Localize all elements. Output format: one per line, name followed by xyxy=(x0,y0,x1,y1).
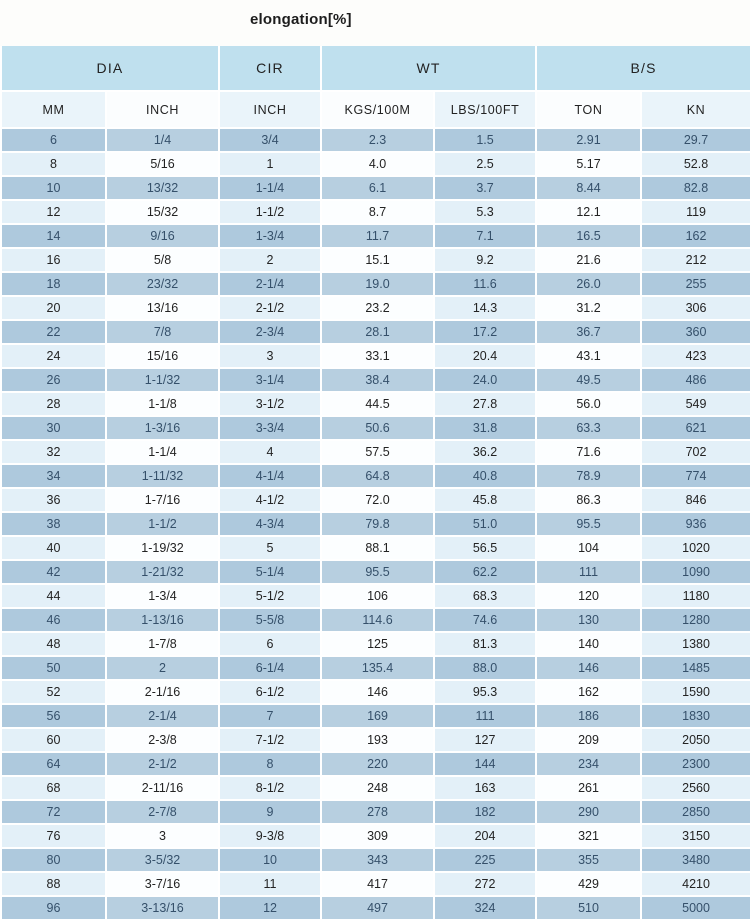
cell-kgs-100m: 497 xyxy=(321,896,434,920)
cell-inch: 3-5/32 xyxy=(106,848,219,872)
cell-inch: 1-3/16 xyxy=(106,416,219,440)
cell-lbs-100ft: 62.2 xyxy=(434,560,536,584)
cell-ton: 355 xyxy=(536,848,641,872)
cell-inch: 2 xyxy=(219,248,321,272)
cell-inch: 5-5/8 xyxy=(219,608,321,632)
table-row xyxy=(1,176,750,200)
cell-inch: 2-7/8 xyxy=(106,800,219,824)
cell-mm: 20 xyxy=(1,296,106,320)
unit-header-2: INCH xyxy=(219,91,321,128)
cell-lbs-100ft: 9.2 xyxy=(434,248,536,272)
cell-inch: 5-1/4 xyxy=(219,560,321,584)
cell-kgs-100m: 146 xyxy=(321,680,434,704)
cell-ton: 12.1 xyxy=(536,200,641,224)
cell-kgs-100m: 248 xyxy=(321,776,434,800)
cell-lbs-100ft: 1.5 xyxy=(434,128,536,152)
cell-ton: 162 xyxy=(536,680,641,704)
table-row xyxy=(1,776,750,800)
group-header-dia: DIA xyxy=(1,46,219,91)
cell-kgs-100m: 8.7 xyxy=(321,200,434,224)
cell-mm: 14 xyxy=(1,224,106,248)
cell-kn: 1090 xyxy=(641,560,750,584)
cell-lbs-100ft: 5.3 xyxy=(434,200,536,224)
cell-ton: 63.3 xyxy=(536,416,641,440)
cell-ton: 510 xyxy=(536,896,641,920)
table-row xyxy=(1,536,750,560)
cell-inch: 7 xyxy=(219,704,321,728)
cell-mm: 60 xyxy=(1,728,106,752)
cell-inch: 4-1/2 xyxy=(219,488,321,512)
cell-inch: 7-1/2 xyxy=(219,728,321,752)
cell-mm: 8 xyxy=(1,152,106,176)
cell-kn: 936 xyxy=(641,512,750,536)
cell-inch: 1 xyxy=(219,152,321,176)
cell-mm: 56 xyxy=(1,704,106,728)
table-row xyxy=(1,896,750,920)
cell-lbs-100ft: 272 xyxy=(434,872,536,896)
cell-lbs-100ft: 31.8 xyxy=(434,416,536,440)
cell-inch: 1-1/4 xyxy=(106,440,219,464)
cell-inch: 3-1/4 xyxy=(219,368,321,392)
cell-kn: 255 xyxy=(641,272,750,296)
unit-header-4: LBS/100FT xyxy=(434,91,536,128)
cell-lbs-100ft: 27.8 xyxy=(434,392,536,416)
cell-ton: 111 xyxy=(536,560,641,584)
cell-kgs-100m: 220 xyxy=(321,752,434,776)
cell-inch: 1/4 xyxy=(106,128,219,152)
cell-kn: 2050 xyxy=(641,728,750,752)
cell-inch: 15/32 xyxy=(106,200,219,224)
cell-kn: 846 xyxy=(641,488,750,512)
cell-kgs-100m: 135.4 xyxy=(321,656,434,680)
cell-inch: 12 xyxy=(219,896,321,920)
cell-lbs-100ft: 182 xyxy=(434,800,536,824)
cell-inch: 1-11/32 xyxy=(106,464,219,488)
table-row xyxy=(1,464,750,488)
cell-kn: 621 xyxy=(641,416,750,440)
cell-inch: 1-1/32 xyxy=(106,368,219,392)
cell-lbs-100ft: 24.0 xyxy=(434,368,536,392)
cell-ton: 130 xyxy=(536,608,641,632)
cell-inch: 6-1/4 xyxy=(219,656,321,680)
cell-inch: 3 xyxy=(106,824,219,848)
cell-mm: 46 xyxy=(1,608,106,632)
table-row xyxy=(1,728,750,752)
cell-inch: 2-1/4 xyxy=(219,272,321,296)
cell-inch: 2-3/4 xyxy=(219,320,321,344)
cell-ton: 209 xyxy=(536,728,641,752)
cell-ton: 140 xyxy=(536,632,641,656)
cell-kgs-100m: 193 xyxy=(321,728,434,752)
table-row xyxy=(1,488,750,512)
cell-ton: 290 xyxy=(536,800,641,824)
cell-lbs-100ft: 45.8 xyxy=(434,488,536,512)
cell-lbs-100ft: 36.2 xyxy=(434,440,536,464)
table-row xyxy=(1,752,750,776)
cell-inch: 2 xyxy=(106,656,219,680)
cell-kgs-100m: 15.1 xyxy=(321,248,434,272)
cell-kgs-100m: 417 xyxy=(321,872,434,896)
cell-inch: 8-1/2 xyxy=(219,776,321,800)
cell-kn: 3150 xyxy=(641,824,750,848)
cell-lbs-100ft: 127 xyxy=(434,728,536,752)
cell-kn: 306 xyxy=(641,296,750,320)
group-header-wt: WT xyxy=(321,46,536,91)
cell-ton: 146 xyxy=(536,656,641,680)
table-row xyxy=(1,824,750,848)
table-row xyxy=(1,584,750,608)
table-row xyxy=(1,656,750,680)
cell-kn: 360 xyxy=(641,320,750,344)
cell-kgs-100m: 2.3 xyxy=(321,128,434,152)
cell-lbs-100ft: 51.0 xyxy=(434,512,536,536)
cell-mm: 34 xyxy=(1,464,106,488)
cell-inch: 3-13/16 xyxy=(106,896,219,920)
cell-kn: 2300 xyxy=(641,752,750,776)
table-row xyxy=(1,152,750,176)
table-row xyxy=(1,416,750,440)
cell-inch: 5 xyxy=(219,536,321,560)
cell-mm: 28 xyxy=(1,392,106,416)
cell-lbs-100ft: 40.8 xyxy=(434,464,536,488)
cell-inch: 8 xyxy=(219,752,321,776)
cell-kgs-100m: 28.1 xyxy=(321,320,434,344)
cell-mm: 44 xyxy=(1,584,106,608)
cell-inch: 15/16 xyxy=(106,344,219,368)
cell-mm: 48 xyxy=(1,632,106,656)
group-header-row xyxy=(1,46,750,91)
cell-lbs-100ft: 17.2 xyxy=(434,320,536,344)
cell-inch: 1-1/4 xyxy=(219,176,321,200)
cell-kn: 5000 xyxy=(641,896,750,920)
cell-ton: 31.2 xyxy=(536,296,641,320)
cell-ton: 186 xyxy=(536,704,641,728)
cell-ton: 49.5 xyxy=(536,368,641,392)
cell-lbs-100ft: 74.6 xyxy=(434,608,536,632)
table-row xyxy=(1,320,750,344)
cell-inch: 1-1/2 xyxy=(106,512,219,536)
cell-inch: 2-11/16 xyxy=(106,776,219,800)
cell-kgs-100m: 79.8 xyxy=(321,512,434,536)
table-row xyxy=(1,680,750,704)
cell-ton: 234 xyxy=(536,752,641,776)
cell-kgs-100m: 88.1 xyxy=(321,536,434,560)
cell-kgs-100m: 38.4 xyxy=(321,368,434,392)
table-header xyxy=(1,46,750,128)
cell-inch: 2-3/8 xyxy=(106,728,219,752)
cell-inch: 1-3/4 xyxy=(106,584,219,608)
page-title: elongation[%] xyxy=(250,11,352,28)
cell-lbs-100ft: 68.3 xyxy=(434,584,536,608)
table-row xyxy=(1,872,750,896)
cell-kn: 29.7 xyxy=(641,128,750,152)
cell-inch: 23/32 xyxy=(106,272,219,296)
cell-kgs-100m: 72.0 xyxy=(321,488,434,512)
cell-kn: 1380 xyxy=(641,632,750,656)
cell-ton: 16.5 xyxy=(536,224,641,248)
table-row xyxy=(1,512,750,536)
table-row xyxy=(1,392,750,416)
table-row xyxy=(1,296,750,320)
cell-mm: 80 xyxy=(1,848,106,872)
cell-kgs-100m: 33.1 xyxy=(321,344,434,368)
cell-kn: 52.8 xyxy=(641,152,750,176)
cell-kgs-100m: 343 xyxy=(321,848,434,872)
cell-mm: 16 xyxy=(1,248,106,272)
cell-mm: 68 xyxy=(1,776,106,800)
cell-kn: 774 xyxy=(641,464,750,488)
cell-kn: 4210 xyxy=(641,872,750,896)
cell-mm: 6 xyxy=(1,128,106,152)
unit-header-3: KGS/100M xyxy=(321,91,434,128)
cell-inch: 1-19/32 xyxy=(106,536,219,560)
cell-inch: 4 xyxy=(219,440,321,464)
table-row xyxy=(1,632,750,656)
table-row xyxy=(1,800,750,824)
cell-lbs-100ft: 204 xyxy=(434,824,536,848)
unit-header-5: TON xyxy=(536,91,641,128)
cell-lbs-100ft: 20.4 xyxy=(434,344,536,368)
cell-inch: 1-13/16 xyxy=(106,608,219,632)
cell-ton: 56.0 xyxy=(536,392,641,416)
cell-ton: 95.5 xyxy=(536,512,641,536)
cell-inch: 2-1/4 xyxy=(106,704,219,728)
table-row xyxy=(1,560,750,584)
cell-inch: 3-7/16 xyxy=(106,872,219,896)
cell-inch: 4-1/4 xyxy=(219,464,321,488)
cell-inch: 1-7/16 xyxy=(106,488,219,512)
cell-inch: 9 xyxy=(219,800,321,824)
table-row xyxy=(1,368,750,392)
cell-kgs-100m: 169 xyxy=(321,704,434,728)
cell-mm: 52 xyxy=(1,680,106,704)
cell-mm: 72 xyxy=(1,800,106,824)
table-row xyxy=(1,848,750,872)
cell-inch: 13/16 xyxy=(106,296,219,320)
cell-inch: 9/16 xyxy=(106,224,219,248)
cell-lbs-100ft: 111 xyxy=(434,704,536,728)
cell-ton: 8.44 xyxy=(536,176,641,200)
cell-mm: 96 xyxy=(1,896,106,920)
cell-mm: 50 xyxy=(1,656,106,680)
table-row xyxy=(1,200,750,224)
cell-kn: 1830 xyxy=(641,704,750,728)
cell-ton: 120 xyxy=(536,584,641,608)
table-row xyxy=(1,608,750,632)
cell-inch: 4-3/4 xyxy=(219,512,321,536)
cell-kn: 212 xyxy=(641,248,750,272)
cell-ton: 321 xyxy=(536,824,641,848)
cell-kgs-100m: 278 xyxy=(321,800,434,824)
cell-kgs-100m: 57.5 xyxy=(321,440,434,464)
cell-inch: 5-1/2 xyxy=(219,584,321,608)
cell-ton: 36.7 xyxy=(536,320,641,344)
cell-kn: 3480 xyxy=(641,848,750,872)
cell-inch: 3/4 xyxy=(219,128,321,152)
cell-inch: 2-1/2 xyxy=(219,296,321,320)
group-header-b-s: B/S xyxy=(536,46,750,91)
cell-ton: 43.1 xyxy=(536,344,641,368)
cell-kn: 549 xyxy=(641,392,750,416)
cell-inch: 6-1/2 xyxy=(219,680,321,704)
cell-inch: 1-7/8 xyxy=(106,632,219,656)
table-row xyxy=(1,704,750,728)
cell-inch: 5/8 xyxy=(106,248,219,272)
table-row xyxy=(1,248,750,272)
cell-inch: 13/32 xyxy=(106,176,219,200)
group-header-cir: CIR xyxy=(219,46,321,91)
cell-lbs-100ft: 144 xyxy=(434,752,536,776)
table-row xyxy=(1,440,750,464)
cell-inch: 2-1/16 xyxy=(106,680,219,704)
cell-kn: 1180 xyxy=(641,584,750,608)
cell-kn: 486 xyxy=(641,368,750,392)
cell-kn: 2560 xyxy=(641,776,750,800)
cell-ton: 5.17 xyxy=(536,152,641,176)
cell-inch: 1-21/32 xyxy=(106,560,219,584)
table-row xyxy=(1,344,750,368)
unit-header-row xyxy=(1,91,750,128)
cell-mm: 88 xyxy=(1,872,106,896)
cell-lbs-100ft: 88.0 xyxy=(434,656,536,680)
cell-kgs-100m: 50.6 xyxy=(321,416,434,440)
cell-ton: 2.91 xyxy=(536,128,641,152)
cell-lbs-100ft: 3.7 xyxy=(434,176,536,200)
cell-kn: 119 xyxy=(641,200,750,224)
cell-mm: 26 xyxy=(1,368,106,392)
cell-inch: 2-1/2 xyxy=(106,752,219,776)
cell-inch: 10 xyxy=(219,848,321,872)
cell-kgs-100m: 95.5 xyxy=(321,560,434,584)
unit-header-6: KN xyxy=(641,91,750,128)
cell-inch: 3-3/4 xyxy=(219,416,321,440)
table-body xyxy=(1,128,750,920)
cell-ton: 261 xyxy=(536,776,641,800)
cell-ton: 78.9 xyxy=(536,464,641,488)
cell-mm: 36 xyxy=(1,488,106,512)
cell-inch: 3-1/2 xyxy=(219,392,321,416)
cell-inch: 11 xyxy=(219,872,321,896)
cell-lbs-100ft: 2.5 xyxy=(434,152,536,176)
cell-inch: 9-3/8 xyxy=(219,824,321,848)
cell-kn: 162 xyxy=(641,224,750,248)
cell-mm: 22 xyxy=(1,320,106,344)
cell-kgs-100m: 64.8 xyxy=(321,464,434,488)
cell-mm: 32 xyxy=(1,440,106,464)
cell-mm: 24 xyxy=(1,344,106,368)
cell-kn: 423 xyxy=(641,344,750,368)
cell-lbs-100ft: 7.1 xyxy=(434,224,536,248)
cell-inch: 1-1/8 xyxy=(106,392,219,416)
cell-kn: 82.8 xyxy=(641,176,750,200)
cell-inch: 1-1/2 xyxy=(219,200,321,224)
table-row xyxy=(1,224,750,248)
cell-kgs-100m: 19.0 xyxy=(321,272,434,296)
cell-kn: 702 xyxy=(641,440,750,464)
cell-ton: 86.3 xyxy=(536,488,641,512)
cell-kgs-100m: 125 xyxy=(321,632,434,656)
cell-lbs-100ft: 11.6 xyxy=(434,272,536,296)
cell-ton: 26.0 xyxy=(536,272,641,296)
cell-lbs-100ft: 14.3 xyxy=(434,296,536,320)
unit-header-1: INCH xyxy=(106,91,219,128)
cell-mm: 18 xyxy=(1,272,106,296)
cell-inch: 5/16 xyxy=(106,152,219,176)
cell-kn: 2850 xyxy=(641,800,750,824)
cell-mm: 30 xyxy=(1,416,106,440)
cell-lbs-100ft: 324 xyxy=(434,896,536,920)
cell-kgs-100m: 11.7 xyxy=(321,224,434,248)
table-row xyxy=(1,272,750,296)
cell-lbs-100ft: 81.3 xyxy=(434,632,536,656)
cell-kgs-100m: 309 xyxy=(321,824,434,848)
cell-kn: 1485 xyxy=(641,656,750,680)
cell-mm: 76 xyxy=(1,824,106,848)
cell-lbs-100ft: 163 xyxy=(434,776,536,800)
cell-ton: 71.6 xyxy=(536,440,641,464)
cell-mm: 12 xyxy=(1,200,106,224)
cell-mm: 10 xyxy=(1,176,106,200)
cell-inch: 3 xyxy=(219,344,321,368)
cell-mm: 42 xyxy=(1,560,106,584)
specification-table xyxy=(0,46,750,921)
cell-ton: 21.6 xyxy=(536,248,641,272)
cell-ton: 429 xyxy=(536,872,641,896)
cell-kgs-100m: 6.1 xyxy=(321,176,434,200)
cell-kgs-100m: 106 xyxy=(321,584,434,608)
cell-inch: 6 xyxy=(219,632,321,656)
unit-header-0: MM xyxy=(1,91,106,128)
cell-inch: 7/8 xyxy=(106,320,219,344)
cell-kgs-100m: 4.0 xyxy=(321,152,434,176)
cell-mm: 64 xyxy=(1,752,106,776)
cell-kn: 1020 xyxy=(641,536,750,560)
cell-ton: 104 xyxy=(536,536,641,560)
cell-kn: 1590 xyxy=(641,680,750,704)
cell-kgs-100m: 114.6 xyxy=(321,608,434,632)
table-row xyxy=(1,128,750,152)
cell-kgs-100m: 23.2 xyxy=(321,296,434,320)
cell-inch: 1-3/4 xyxy=(219,224,321,248)
cell-mm: 38 xyxy=(1,512,106,536)
cell-lbs-100ft: 95.3 xyxy=(434,680,536,704)
cell-mm: 40 xyxy=(1,536,106,560)
cell-lbs-100ft: 56.5 xyxy=(434,536,536,560)
cell-kgs-100m: 44.5 xyxy=(321,392,434,416)
cell-kn: 1280 xyxy=(641,608,750,632)
cell-lbs-100ft: 225 xyxy=(434,848,536,872)
